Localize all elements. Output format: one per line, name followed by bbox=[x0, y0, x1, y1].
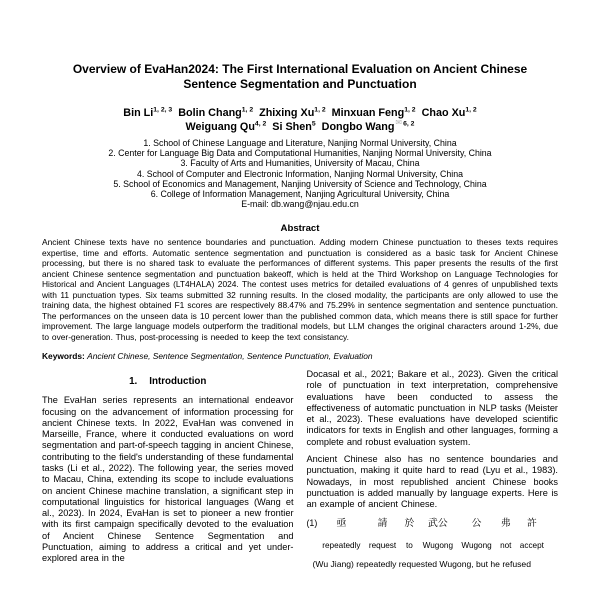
section-heading-introduction bbox=[42, 376, 294, 387]
right-paragraph-2: Ancient Chinese also has no sentence boundaries and punctuation, making it quite hard to read (Lyu et al., 1983). Nowadays, in most republished ancient Chinese books punctuation is added manually by language experts. Here is an example of ancient Chinese. bbox=[306, 454, 558, 510]
introduction-paragraph: The EvaHan series represents an international endeavor focusing on the advancement of information processing for ancient Chinese texts. In 2022, EvaHan was convened in Marseille, France, where it conducted evaluations on word segmentation and part-of-speech tagging in ancient Chinese, contributing to the field's understanding of these fundamental tasks (Li et al., 2022). The following year, the series moved to Macau, China, extending its scope to include evaluations on ancient Chinese machine translation, a significant step in computational linguistics for historical languages (Wang et al., 2023). In 2024, EvaHan is set to pioneer a new frontier with its first campaign specifically devoted to the evaluation of Ancient Chinese Sentence Segmentation and Punctuation, aiming to address a critical and yet under-explored area in the bbox=[42, 395, 294, 564]
author-name: Zhixing Xu$^{1, 2}$ bbox=[259, 106, 326, 119]
keywords-text: Ancient Chinese, Sentence Segmentation, Sentence Punctuation, Evaluation bbox=[87, 351, 373, 362]
email-line: E-mail: db.wang@njau.edu.cn bbox=[241, 199, 359, 210]
example-translation: (Wu Jiang) repeatedly requested Wugong, but he refused bbox=[312, 559, 531, 570]
chinese-character: 武公 bbox=[428, 518, 448, 530]
example-tokens bbox=[322, 517, 558, 551]
paper-title: Overview of EvaHan2024: The First International Evaluation on Ancient Chinese Sentence Segmentation and Punctuation bbox=[72, 62, 528, 91]
gloss-token bbox=[423, 517, 453, 551]
column-left bbox=[42, 369, 294, 571]
section-number: 1. bbox=[129, 375, 138, 387]
chinese-character: 弗 bbox=[500, 518, 511, 530]
authors-block bbox=[42, 106, 558, 134]
author-superscript: 1, 2, 3 bbox=[153, 106, 173, 114]
authors-line-1 bbox=[42, 106, 558, 120]
gloss-token bbox=[500, 517, 511, 551]
author-superscript: 1, 2 bbox=[314, 106, 326, 114]
affiliation-line: 3. Faculty of Arts and Humanities, University of Macau, China bbox=[180, 158, 420, 169]
author-name: Weiguang Qu$^{4, 2}$ bbox=[185, 120, 267, 133]
author-superscript: 4, 2 bbox=[254, 120, 267, 128]
abstract-text: Ancient Chinese texts have no sentence boundaries and punctuation. Adding modern Chinese punctuation to theses texts requires expertise, time and efforts. Automatic sentence segmentation and punctuation is considered as a basic task for Ancient Chinese processing, but there is no shared task to evaluate the performances of different systems. This paper presents the results of the first ancient Chinese sentence segmentation and punctuation bakeoff, which is held at the Third Workshop on Language Technologies for Historical and Ancient Languages (LT4HALA) 2024. The contest uses metrics for detailed evaluations of 4 genres of unpublished texts with 11 punctuation types. Six teams submitted 32 running results. In the closed modality, the participants are only allowed to use the training data, the highest obtained F1 scores are respectively 88.47% and 75.29% in sentence segmentation and sentence punctuation. The performances on the unseen data is 10 percent lower than the published common data, which means there is still space for further improvement. The large language models outperform the traditional models, but LLM changes the original characters around 1-2%, due to over-generation. Thus, post-processing is needed to keep the text consistancy. bbox=[42, 237, 558, 342]
gloss-token bbox=[405, 517, 415, 551]
author-superscript: 5 bbox=[311, 120, 316, 128]
author-name: Minxuan Feng$^{1, 2}$ bbox=[331, 106, 416, 119]
authors-line-2 bbox=[42, 120, 558, 134]
gloss-token bbox=[369, 517, 396, 551]
chinese-character: 亟 bbox=[336, 518, 347, 530]
gloss-token bbox=[322, 517, 360, 551]
keywords-line bbox=[42, 351, 558, 362]
column-right bbox=[307, 369, 559, 571]
affiliation-line: 6. College of Information Management, Nanjing Agricultural University, China bbox=[150, 189, 450, 200]
abstract-heading: Abstract bbox=[280, 223, 320, 235]
affiliation-line: 4. School of Computer and Electronic Information, Nanjing Normal University, China bbox=[137, 168, 463, 179]
author-name: Dongbo Wang$^{✉6, 2}$ bbox=[321, 118, 415, 133]
affiliations-block bbox=[42, 138, 558, 199]
gloss-word: request bbox=[368, 541, 397, 551]
example-gloss-row bbox=[307, 517, 559, 551]
author-superscript: 1, 2 bbox=[241, 106, 254, 114]
right-paragraph-1: Docasal et al., 2021; Bakare et al., 2023). Given the critical role of punctuation in text interpretation, comprehensive evaluations have been conducted to assess the effectiveness of automatic punctuation in NLP tasks (Meister et al., 2023). These evaluations have developed scientific indicators for texts in English and other languages, forming a complete and robust evaluation system. bbox=[306, 368, 558, 447]
author-name: Bolin Chang$^{1, 2}$ bbox=[178, 106, 254, 119]
gloss-word: Wugong bbox=[422, 541, 454, 551]
gloss-token bbox=[461, 517, 491, 551]
author-name: Si Shen$^5$ bbox=[272, 120, 316, 133]
chinese-character: 公 bbox=[471, 518, 482, 530]
author-superscript: 1, 2 bbox=[404, 106, 416, 114]
keywords-label: Keywords: bbox=[42, 351, 85, 362]
affiliation-line: 5. School of Economics and Management, Nanjing University of Science and Technology, China bbox=[113, 178, 487, 189]
chinese-character: 許 bbox=[526, 518, 537, 530]
gloss-token bbox=[520, 517, 544, 551]
gloss-word: repeatedly bbox=[322, 541, 361, 551]
author-name: Chao Xu$^{1, 2}$ bbox=[421, 106, 477, 119]
author-superscript: 6, 2 bbox=[403, 120, 415, 128]
affiliation-line: 1. School of Chinese Language and Literature, Nanjing Normal University, China bbox=[143, 138, 457, 148]
gloss-word: not bbox=[500, 541, 512, 551]
corresponding-author-icon: ✉ bbox=[395, 118, 403, 128]
two-column-body bbox=[42, 369, 558, 571]
chinese-character: 請 bbox=[377, 518, 388, 530]
example-1 bbox=[307, 517, 559, 570]
chinese-character: 於 bbox=[404, 518, 415, 530]
author-name: Bin Li$^{1, 2, 3}$ bbox=[123, 106, 173, 119]
gloss-word: accept bbox=[519, 541, 544, 551]
example-label: (1) bbox=[306, 518, 318, 529]
section-title: Introduction bbox=[149, 375, 207, 387]
author-superscript: 1, 2 bbox=[465, 106, 477, 114]
gloss-word: Wugong bbox=[461, 541, 492, 551]
affiliation-line: 2. Center for Language Big Data and Computational Humanities, Nanjing Normal University, China bbox=[108, 148, 492, 159]
gloss-word: to bbox=[405, 541, 413, 551]
